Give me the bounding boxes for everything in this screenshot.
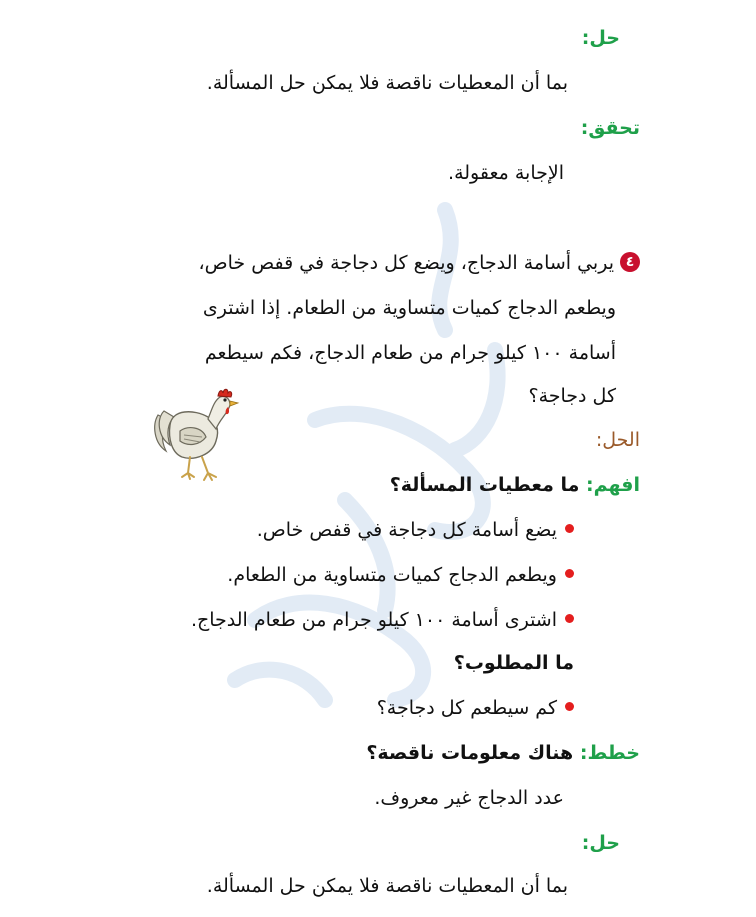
plan-row [366,740,640,766]
given-text-3: اشترى أسامة ١٠٠ كيلو جرام من طعام الدجاج. [190,609,557,631]
problem-text-1: يربي أسامة الدجاج، ويضع كل دجاجة في قفص خاص، [198,252,614,274]
final-solve-text: بما أن المعطيات ناقصة فلا يمكن حل المسألة. [206,875,568,897]
given-item-3 [191,607,574,633]
solve-label: حل: [581,27,620,49]
watermark-graphic [195,200,525,720]
required-text-1: كم سيطعم كل دجاجة؟ [376,697,557,719]
problem-line-1 [199,250,640,276]
understand-question: ما معطيات المسألة؟ [389,474,580,496]
problem-line-4: كل دجاجة؟ [528,385,616,407]
understand-label: افهم: [586,474,640,496]
chicken-illustration [150,385,242,485]
problem-number-badge: ٤ [620,252,640,272]
problem-line-2: ويطعم الدجاج كميات متساوية من الطعام. إذا اشترى [202,297,616,319]
given-item-1 [257,517,574,543]
required-label: ما المطلوب؟ [453,652,574,674]
solution-heading: الحل: [595,429,640,451]
given-text-2: ويطعم الدجاج كميات متساوية من الطعام. [227,564,557,586]
bullet-icon [565,524,574,533]
check-text: الإجابة معقولة. [448,162,564,184]
required-item-1 [377,695,574,721]
solve-text: بما أن المعطيات ناقصة فلا يمكن حل المسألة. [206,72,568,94]
given-item-2 [227,562,574,588]
plan-question: هناك معلومات ناقصة؟ [366,742,574,764]
understand-row [390,472,640,498]
final-solve-label: حل: [581,832,620,854]
bullet-icon [565,702,574,711]
bullet-icon [565,614,574,623]
check-label: تحقق: [580,117,640,139]
problem-line-3: أسامة ١٠٠ كيلو جرام من طعام الدجاج، فكم سيطعم [204,342,616,364]
given-text-1: يضع أسامة كل دجاجة في قفص خاص. [256,519,557,541]
bullet-icon [565,569,574,578]
plan-text: عدد الدجاج غير معروف. [374,787,564,809]
plan-label: خطط: [579,742,640,764]
